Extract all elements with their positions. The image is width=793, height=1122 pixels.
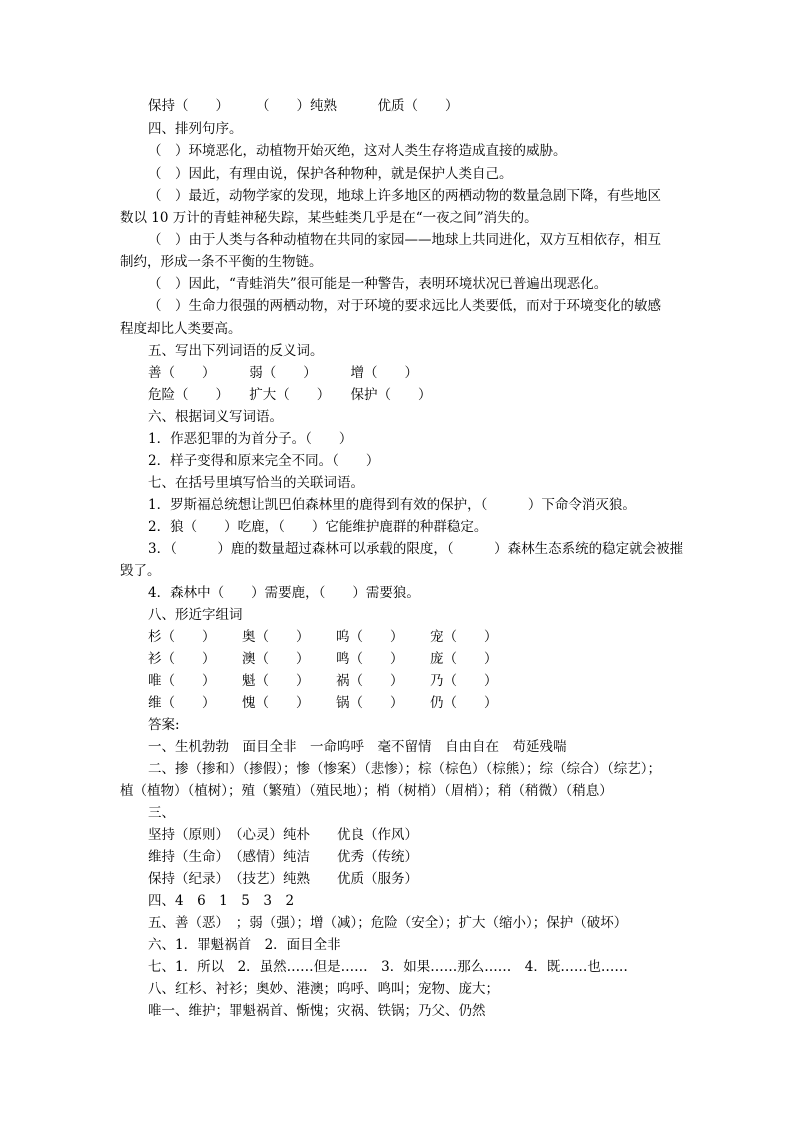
- text-line: 1．作恶犯罪的为首分子。（ ）: [148, 431, 353, 447]
- text-line: 2．样子变得和原来完全不同。（ ）: [148, 453, 380, 469]
- answer-line: 植（植物）（植树）；殖（繁殖）（殖民地）；梢（树梢）（眉梢）；稍（稍微）（稍息）: [120, 783, 613, 799]
- text-line: 危险（ ） 扩大（ ） 保护（ ）: [148, 387, 432, 403]
- char-cell: 奥（ ）: [242, 629, 310, 645]
- section-heading: 七、在括号里填写恰当的关联词语。: [148, 475, 364, 491]
- answer-line: 唯一、维护；罪魁祸首、惭愧；灾祸、铁锅；乃父、仍然: [148, 1003, 486, 1019]
- answer-line: 五、善（恶） ；弱（强）；增（减）；危险（安全）；扩大（缩小）；保护（破坏）: [148, 915, 628, 931]
- char-table-row: [148, 692, 708, 714]
- text-line: 数以 10 万计的青蛙神秘失踪，某些蛙类几乎是在“一夜之间”消失的。: [120, 210, 538, 226]
- char-table-row: [148, 648, 708, 670]
- char-cell: 仍（ ）: [430, 695, 498, 711]
- text-line: （ ）环境恶化，动植物开始灭绝，这对人类生存将造成直接的威胁。: [148, 143, 567, 159]
- answer-line: 六、1．罪魁祸首 2．面目全非: [148, 937, 341, 953]
- text-line: （ ）因此，有理由说，保护各种物种，就是保护人类自己。: [148, 166, 513, 182]
- answer-line: 四、4 6 1 5 3 2: [148, 893, 295, 909]
- text-line: 保持（ ） （ ）纯熟 优质（ ）: [148, 98, 459, 114]
- char-cell: 澳（ ）: [242, 651, 310, 667]
- answers-heading: 答案:: [148, 717, 180, 733]
- char-cell: 祸（ ）: [336, 673, 404, 689]
- text-line: 2．狼（ ）吃鹿，（ ）它能维护鹿群的种群稳定。: [148, 519, 488, 535]
- answer-line: 三、: [148, 805, 175, 821]
- char-cell: 锅（ ）: [336, 695, 404, 711]
- text-line: 善（ ） 弱（ ） 增（ ）: [148, 365, 418, 381]
- text-line: 程度却比人类要高。: [120, 321, 242, 337]
- char-cell: 维（ ）: [148, 695, 216, 711]
- answer-line: 七、1．所以 2．虽然……但是…… 3．如果……那么…… 4．既……也……: [148, 959, 628, 975]
- char-cell: 庞（ ）: [430, 651, 498, 667]
- char-cell: 魁（ ）: [242, 673, 310, 689]
- text-line: 1．罗斯福总统想让凯巴伯森林里的鹿得到有效的保护，（ ）下命令消灭狼。: [148, 497, 636, 513]
- char-cell: 唯（ ）: [148, 673, 216, 689]
- text-line: （ ）由于人类与各种动植物在共同的家园——地球上共同进化，双方互相依存，相互: [148, 232, 661, 248]
- text-line: （ ）因此，“青蛙消失”很可能是一种警告，表明环境状况已普遍出现恶化。: [148, 276, 608, 292]
- answer-line: 维持（生命） （感情）纯洁 优秀（传统）: [148, 849, 418, 865]
- char-cell: 呜（ ）: [336, 629, 404, 645]
- answer-line: 二、掺（掺和）（掺假）；惨（惨案）（悲惨）；棕（棕色）（棕熊）；综（综合）（综艺）；: [148, 761, 661, 777]
- text-line: 4．森林中（ ）需要鹿，（ ）需要狼。: [148, 585, 420, 601]
- answer-line: 八、红杉、衬衫；奥妙、港澳；呜呼、鸣叫；宠物、庞大；: [148, 981, 499, 997]
- section-heading: 六、根据词义写词语。: [148, 409, 283, 425]
- char-table-row: [148, 670, 708, 692]
- section-heading: 八、形近字组词: [148, 607, 243, 623]
- text-line: 3．（ ）鹿的数量超过森林可以承载的限度，（ ）森林生态系统的稳定就会被摧: [148, 541, 684, 557]
- char-cell: 衫（ ）: [148, 651, 216, 667]
- char-cell: 乃（ ）: [430, 673, 498, 689]
- section-heading: 五、写出下列词语的反义词。: [148, 343, 324, 359]
- text-line: 毁了。: [120, 563, 161, 579]
- char-cell: 鸣（ ）: [336, 651, 404, 667]
- text-line: （ ）生命力很强的两栖动物，对于环境的要求远比人类要低，而对于环境变化的敏感: [148, 298, 661, 314]
- text-line: 制约，形成一条不平衡的生物链。: [120, 254, 323, 270]
- char-cell: 愧（ ）: [242, 695, 310, 711]
- answer-line: 一、生机勃勃 面目全非 一命呜呼 毫不留情 自由自在 苟延残喘: [148, 739, 567, 755]
- section-heading: 四、排列句序。: [148, 121, 243, 137]
- char-cell: 宠（ ）: [430, 629, 498, 645]
- text-line: （ ）最近，动物学家的发现，地球上许多地区的两栖动物的数量急剧下降，有些地区: [148, 188, 661, 204]
- char-cell: 杉（ ）: [148, 629, 216, 645]
- answer-line: 保持（纪录） （技艺）纯熟 优质（服务）: [148, 871, 418, 887]
- char-table-row: [148, 626, 708, 648]
- answer-line: 坚持（原则） （心灵）纯朴 优良（作风）: [148, 827, 418, 843]
